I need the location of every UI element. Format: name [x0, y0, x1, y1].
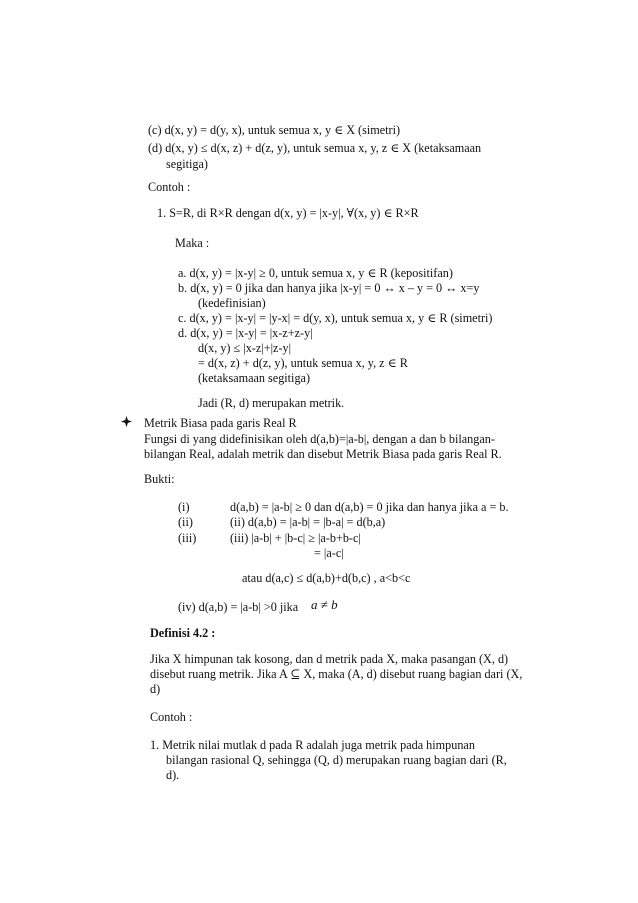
proof-iv-formula: a ≠ b [311, 597, 338, 612]
property-d-line3: = d(x, z) + d(z, y), untuk semua x, y, z ∈ R [198, 356, 408, 370]
proof-i-number: (i) [178, 500, 190, 514]
section-heading: Metrik Biasa pada garis Real R [144, 416, 297, 430]
bukti-label: Bukti: [144, 472, 175, 486]
conclusion: Jadi (R, d) merupakan metrik. [198, 396, 345, 410]
example-def-line1: 1. Metrik nilai mutlak d pada R adalah juga metrik pada himpunan [150, 738, 475, 752]
item-d-line2: segitiga) [166, 157, 208, 171]
property-b-line1: b. d(x, y) = 0 jika dan hanya jika |x-y| = 0 ↔ x – y = 0 ↔ x=y [178, 281, 480, 295]
triangle-inequality: atau d(a,c) ≤ d(a,b)+d(b,c) , a<b<c [242, 571, 411, 585]
proof-ii-number: (ii) [178, 515, 193, 529]
section-line1: Fungsi di yang didefinisikan oleh d(a,b)=|a-b|, dengan a dan b bilangan- [144, 432, 495, 446]
proof-iv-text: (iv) d(a,b) = |a-b| >0 jika [178, 600, 299, 614]
maka-label: Maka : [175, 236, 210, 250]
example-def-line2: bilangan rasional Q, sehingga (Q, d) merupakan ruang bagian dari (R, [166, 753, 507, 767]
property-c: c. d(x, y) = |x-y| = |y-x| = d(y, x), untuk semua x, y ∈ R (simetri) [178, 311, 493, 325]
contoh-heading-2: Contoh : [150, 710, 193, 724]
proof-iii-text2: = |a-c| [314, 546, 344, 560]
property-d-line2: d(x, y) ≤ |x-z|+|z-y| [198, 341, 292, 355]
property-a: a. d(x, y) = |x-y| ≥ 0, untuk semua x, y ∈ R (kepositifan) [178, 266, 453, 280]
property-d-line1: d. d(x, y) = |x-y| = |x-z+z-y| [178, 326, 313, 340]
definition-line2: disebut ruang metrik. Jika A ⊆ X, maka (A, d) disebut ruang bagian dari (X, [150, 667, 523, 681]
definition-line1: Jika X himpunan tak kosong, dan d metrik pada X, maka pasangan (X, d) [150, 652, 509, 666]
proof-iii-text: (iii) |a-b| + |b-c| ≥ |a-b+b-c| [230, 531, 361, 545]
definition-title: Definisi 4.2 : [150, 626, 216, 640]
item-d-line1: (d) d(x, y) ≤ d(x, z) + d(z, y), untuk semua x, y, z ∈ X (ketaksamaan [148, 141, 482, 155]
contoh-heading: Contoh : [148, 180, 191, 194]
definition-line3: d) [150, 682, 161, 696]
example-1: 1. S=R, di R×R dengan d(x, y) = |x-y|, ∀(x, y) ∈ R×R [157, 206, 419, 220]
item-c: (c) d(x, y) = d(y, x), untuk semua x, y ∈ X (simetri) [148, 123, 401, 137]
proof-i-text: d(a,b) = |a-b| ≥ 0 dan d(a,b) = 0 jika dan hanya jika a = b. [230, 500, 509, 514]
section-line2: bilangan Real, adalah metrik dan disebut Metrik Biasa pada garis Real R. [144, 447, 502, 461]
property-d-line4: (ketaksamaan segitiga) [198, 371, 311, 385]
proof-ii-text: (ii) d(a,b) = |a-b| = |b-a| = d(b,a) [230, 515, 386, 529]
diamond-bullet-icon [121, 416, 132, 427]
property-b-line2: (kedefinisian) [198, 296, 266, 310]
example-def-line3: d). [166, 768, 180, 782]
proof-iii-number: (iii) [178, 531, 197, 545]
